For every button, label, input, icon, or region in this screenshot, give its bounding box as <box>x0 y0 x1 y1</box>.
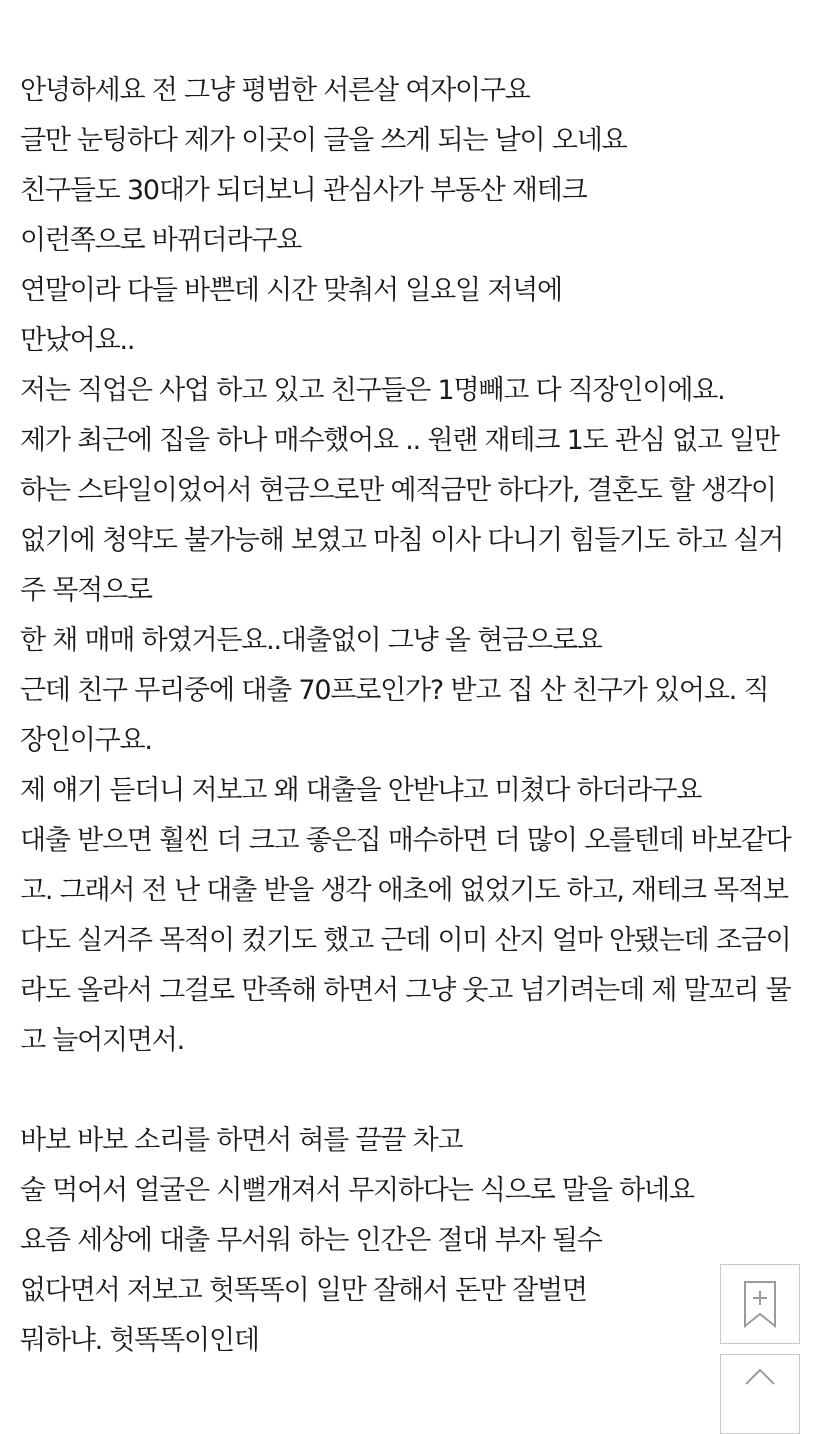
text-line: 없다면서 저보고 헛똑똑이 일만 잘해서 돈만 잘벌면 <box>20 1275 587 1306</box>
text-line: 없기에 청약도 불가능해 보였고 마침 이사 다니기 힘들기도 하고 실거 <box>20 525 784 556</box>
text-line: 라도 올라서 그걸로 만족해 하면서 그냥 웃고 넘기려는데 제 말꼬리 물 <box>20 975 791 1006</box>
text-line: 고 늘어지면서. <box>20 1025 185 1056</box>
text-line: 제가 최근에 집을 하나 매수했어요 .. 원랜 재테크 1도 관심 없고 일만 <box>20 425 779 456</box>
bookmark-plus-icon <box>743 1280 777 1328</box>
text-line: 친구들도 30대가 되더보니 관심사가 부동산 재테크 <box>20 175 587 206</box>
text-line: 이런쪽으로 바뀌더라구요 <box>20 225 302 256</box>
paragraph-1 <box>20 66 820 1066</box>
post-body <box>20 66 820 1366</box>
text-line: 장인이구요. <box>20 725 152 756</box>
text-line: 고. 그래서 전 난 대출 받을 생각 애초에 없었기도 하고, 재테크 목적보 <box>20 875 788 906</box>
text-line: 요즘 세상에 대출 무서워 하는 인간은 절대 부자 될수 <box>20 1225 602 1256</box>
text-line: 저는 직업은 사업 하고 있고 친구들은 1명빼고 다 직장인이에요. <box>20 375 725 406</box>
text-line: 근데 친구 무리중에 대출 70프로인가? 받고 집 산 친구가 있어요. 직 <box>20 675 769 706</box>
text-line: 글만 눈팅하다 제가 이곳이 글을 쓰게 되는 날이 오네요 <box>20 125 627 156</box>
text-line: 만났어요.. <box>20 325 135 356</box>
text-line: 안녕하세요 전 그냥 평범한 서른살 여자이구요 <box>20 75 530 106</box>
text-line: 바보 바보 소리를 하면서 혀를 끌끌 차고 <box>20 1125 463 1156</box>
chevron-up-icon <box>743 1366 777 1386</box>
paragraph-2 <box>20 1116 820 1366</box>
text-line: 다도 실거주 목적이 컸기도 했고 근데 이미 산지 얼마 안됐는데 조금이 <box>20 925 791 956</box>
text-line: 뭐하냐. 헛똑똑이인데 <box>20 1325 259 1356</box>
text-line: 술 먹어서 얼굴은 시뻘개져서 무지하다는 식으로 말을 하네요 <box>20 1175 694 1206</box>
text-line: 제 얘기 듣더니 저보고 왜 대출을 안받냐고 미쳤다 하더라구요 <box>20 775 702 806</box>
text-line: 대출 받으면 훨씬 더 크고 좋은집 매수하면 더 많이 오를텐데 바보같다 <box>20 825 791 856</box>
text-line: 연말이라 다들 바쁜데 시간 맞춰서 일요일 저녁에 <box>20 275 562 306</box>
text-line: 한 채 매매 하였거든요..대출없이 그냥 올 현금으로요 <box>20 625 602 656</box>
bookmark-button[interactable] <box>720 1264 800 1344</box>
text-line: 주 목적으로 <box>20 575 152 606</box>
text-line: 하는 스타일이었어서 현금으로만 예적금만 하다가, 결혼도 할 생각이 <box>20 475 776 506</box>
scroll-top-button[interactable] <box>720 1354 800 1434</box>
paragraph-spacer <box>20 1066 820 1116</box>
